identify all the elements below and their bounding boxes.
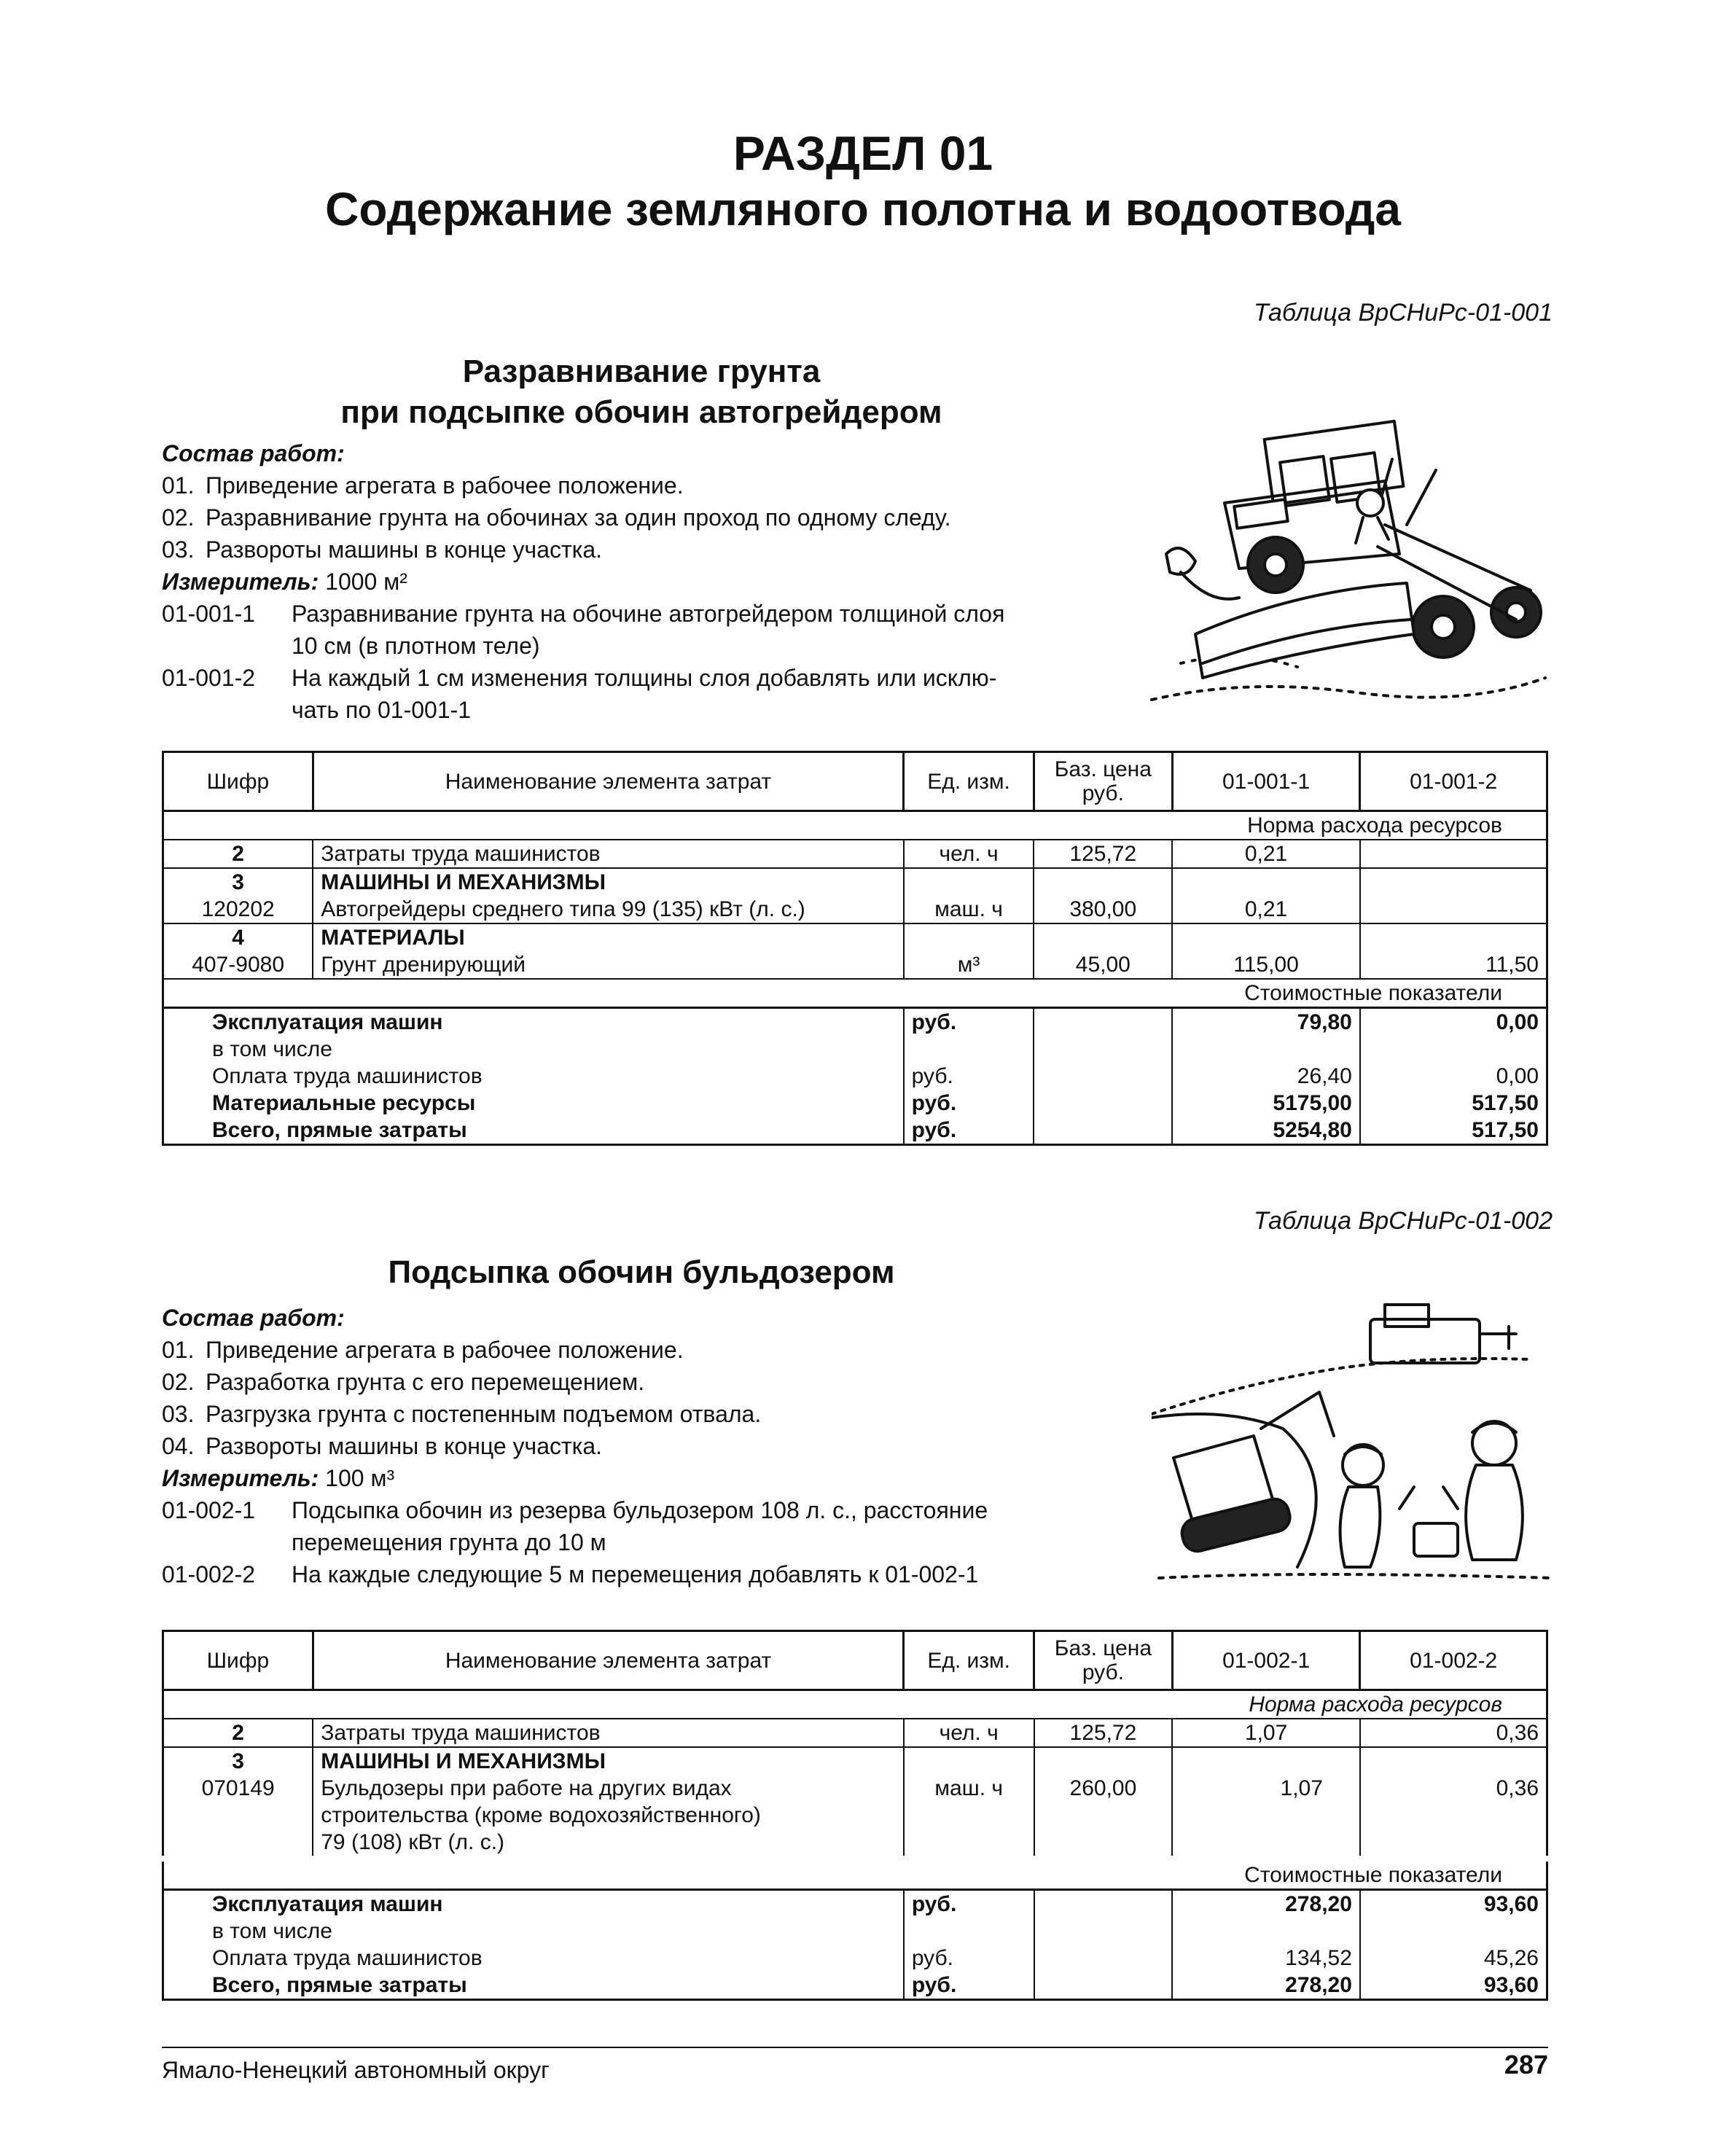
meter-value: 1000 м²	[325, 569, 407, 595]
column-header-norm-1: 01-002-1	[1172, 1631, 1360, 1690]
row-code: 3	[232, 1749, 244, 1773]
row-code: 407-9080	[163, 951, 313, 979]
cost-unit: руб.	[904, 1117, 1034, 1145]
work-item-number: 03.	[162, 536, 195, 563]
work-item-text: Развороты машины в конце участка.	[206, 1433, 603, 1459]
work-item-number: 03.	[162, 1401, 195, 1427]
row-unit: чел. ч	[904, 840, 1034, 868]
price-header-line: руб.	[1082, 781, 1124, 805]
cost-row	[163, 1117, 1547, 1145]
column-header-unit: Ед. изм.	[904, 752, 1034, 811]
norm-label: Норма расхода ресурсов	[163, 811, 1547, 840]
meter-label: Измеритель:	[162, 1465, 319, 1491]
row-value-1: 0,21	[1172, 840, 1360, 868]
block-title-line: Разравнивание грунта	[462, 354, 821, 389]
cost-row	[163, 1008, 1547, 1036]
code-text-line: На каждый 1 см изменения толщины слоя добавлять или исклю-	[292, 665, 997, 691]
row-code: 3	[232, 870, 244, 894]
cost-value-2: 45,26	[1360, 1945, 1547, 1972]
row-name: Затраты труда машинистов	[313, 840, 903, 868]
row-code: 2	[163, 1719, 313, 1747]
cost-value-2: 0,00	[1360, 1063, 1547, 1090]
price-header-line: руб.	[1082, 1660, 1125, 1684]
work-item-number: 01.	[162, 472, 195, 499]
cost-value-1: 134,52	[1172, 1945, 1360, 1972]
row-code: 4	[232, 926, 244, 950]
block-title-line: Подсыпка обочин бульдозером	[388, 1254, 895, 1290]
cost-name: Материальные ресурсы	[212, 1091, 476, 1115]
cost-unit: руб.	[904, 1090, 1034, 1117]
cost-unit: руб.	[904, 1890, 1034, 1918]
cost-unit: руб.	[904, 1063, 1034, 1090]
meter-label: Измеритель:	[162, 569, 319, 595]
row-unit: м³	[904, 951, 1034, 979]
norm-band	[163, 1690, 1547, 1719]
section-title: Содержание земляного полотна и водоотвода	[325, 183, 1401, 235]
cost-name: Всего, прямые затраты	[212, 1118, 467, 1142]
work-item	[162, 469, 1153, 501]
meter-value: 100 м³	[325, 1465, 395, 1491]
row-value-1: 0,21	[1172, 896, 1360, 923]
work-item-number: 01.	[162, 1337, 195, 1363]
cost-value-1: 26,40	[1172, 1063, 1360, 1090]
code-description	[162, 1494, 1153, 1558]
cost-value-1: 79,80	[1172, 1008, 1360, 1036]
cost-value-1: 5175,00	[1172, 1090, 1360, 1117]
cost-row	[163, 1090, 1547, 1117]
cost-row	[163, 1945, 1547, 1972]
column-header-price	[1034, 752, 1172, 811]
work-composition-label: Состав работ:	[162, 440, 345, 466]
row-name-line: 79 (108) кВт (л. с.)	[321, 1830, 505, 1854]
code-text-line: чать по 01-001-1	[292, 697, 472, 723]
cost-row	[163, 1890, 1547, 1918]
cost-value-1: 278,20	[1172, 1972, 1360, 2000]
table-row	[163, 1747, 1547, 1775]
row-price: 380,00	[1034, 896, 1172, 923]
cost-subtitle: в том числе	[212, 1037, 332, 1061]
row-unit: маш. ч	[904, 896, 1034, 923]
table-row	[163, 923, 1547, 951]
work-item-text: Приведение агрегата в рабочее положение.	[206, 1337, 684, 1363]
table-id: Таблица ВрСНиРс-01-001	[1253, 299, 1553, 327]
work-composition-label: Состав работ:	[162, 1305, 345, 1331]
cost-row	[163, 1063, 1547, 1090]
work-item-text: Разгрузка грунта с постепенным подъемом отвала.	[206, 1401, 762, 1427]
cost-name: Эксплуатация машин	[212, 1010, 443, 1034]
code-description	[162, 662, 1153, 726]
work-item-text: Разравнивание грунта на обочинах за один проход по одному следу.	[206, 504, 951, 531]
cost-unit: руб.	[904, 1008, 1034, 1036]
table-row	[163, 896, 1547, 923]
cost-unit: руб.	[904, 1972, 1034, 2000]
column-header-norm-2: 01-002-2	[1360, 1631, 1547, 1690]
cost-row	[163, 1918, 1547, 1945]
row-value-2	[1360, 840, 1547, 868]
row-value-2: 11,50	[1360, 951, 1547, 979]
row-name: Грунт дренирующий	[313, 951, 903, 979]
column-header-unit: Ед. изм.	[904, 1631, 1034, 1690]
work-item-number: 02.	[162, 504, 195, 531]
table-row	[163, 1719, 1547, 1747]
cost-label: Стоимостные показатели	[163, 1859, 1547, 1890]
work-item-number: 02.	[162, 1369, 195, 1395]
row-name-line: Бульдозеры при работе на других видах	[321, 1776, 732, 1800]
work-description	[162, 437, 1153, 726]
row-name	[313, 1775, 904, 1859]
row-value-1: 1,07	[1172, 1775, 1360, 1859]
row-price: 125,72	[1034, 840, 1172, 868]
work-item-text: Разработка грунта с его перемещением.	[206, 1369, 645, 1395]
price-header-line: Баз. цена	[1054, 1636, 1152, 1660]
work-item	[162, 1430, 1153, 1462]
row-name: Затраты труда машинистов	[313, 1719, 904, 1747]
cost-value-1: 5254,80	[1172, 1117, 1360, 1145]
row-value-1: 115,00	[1172, 951, 1360, 979]
code-text-line: Разравнивание грунта на обочине автогрейдером толщиной слоя	[292, 601, 1005, 627]
work-item-number: 04.	[162, 1433, 195, 1459]
column-header-norm-2: 01-001-2	[1360, 752, 1547, 811]
cost-row	[163, 1972, 1547, 2000]
row-code: 120202	[163, 896, 313, 923]
block-title	[219, 351, 1064, 433]
row-price: 125,72	[1034, 1719, 1173, 1747]
row-name: МАТЕРИАЛЫ	[313, 923, 903, 951]
cost-value-2: 517,50	[1360, 1090, 1547, 1117]
cost-band	[163, 1859, 1547, 1890]
code-text-line: перемещения грунта до 10 м	[292, 1529, 606, 1555]
row-value-2: 0,36	[1360, 1719, 1547, 1747]
row-value-1: 1,07	[1172, 1719, 1360, 1747]
column-header-cipher: Шифр	[163, 1631, 313, 1690]
table-id: Таблица ВрСНиРс-01-002	[1253, 1207, 1553, 1235]
work-item	[162, 534, 1153, 566]
code-number: 01-002-2	[162, 1561, 256, 1587]
table-row	[163, 840, 1547, 868]
code-text-line: На каждые следующие 5 м перемещения добавлять к 01-002-1	[292, 1561, 979, 1587]
column-header-cipher: Шифр	[163, 752, 313, 811]
row-name: МАШИНЫ И МЕХАНИЗМЫ	[313, 1747, 904, 1775]
block-title	[219, 1252, 1064, 1293]
norm-band	[163, 811, 1547, 840]
work-description	[162, 1302, 1153, 1590]
cost-row	[163, 1036, 1547, 1063]
meter	[162, 1462, 1153, 1494]
norm-label: Норма расхода ресурсов	[163, 1690, 1547, 1719]
cost-label: Стоимостные показатели	[163, 979, 1547, 1008]
motor-grader-illustration	[1137, 415, 1553, 722]
work-item	[162, 1366, 1153, 1398]
row-unit: маш. ч	[904, 1775, 1034, 1859]
cost-value-2: 93,60	[1360, 1890, 1547, 1918]
row-name: Автогрейдеры среднего типа 99 (135) кВт (л. с.)	[313, 896, 903, 923]
row-price: 45,00	[1034, 951, 1172, 979]
row-value-2	[1360, 896, 1547, 923]
price-header-line: Баз. цена	[1054, 757, 1152, 781]
cost-band	[163, 979, 1547, 1008]
code-text-line: 10 см (в плотном теле)	[292, 633, 540, 659]
footer-divider	[162, 2047, 1548, 2048]
resource-table	[162, 1630, 1548, 2001]
cost-unit: руб.	[904, 1945, 1034, 1972]
page-number: 287	[1504, 2050, 1548, 2079]
cost-name: Всего, прямые затраты	[212, 1973, 467, 1997]
code-number: 01-001-1	[162, 601, 256, 627]
column-header-name: Наименование элемента затрат	[313, 752, 903, 811]
work-item	[162, 1398, 1153, 1430]
code-number: 01-002-1	[162, 1497, 256, 1523]
code-text-line: Подсыпка обочин из резерва бульдозером 108 л. с., расстояние	[292, 1497, 988, 1523]
work-item-text: Развороты машины в конце участка.	[206, 536, 603, 563]
cost-name: Оплата труда машинистов	[212, 1946, 483, 1970]
code-description	[162, 1558, 1153, 1590]
bulldozer-illustration	[1152, 1290, 1560, 1596]
meter	[162, 566, 1153, 598]
row-unit: чел. ч	[904, 1719, 1034, 1747]
column-header-name: Наименование элемента затрат	[313, 1631, 904, 1690]
row-price: 260,00	[1034, 1775, 1173, 1859]
row-code: 070149	[163, 1775, 313, 1859]
resource-table	[162, 751, 1548, 1146]
column-header-price	[1034, 1631, 1173, 1690]
cost-value-2: 0,00	[1360, 1008, 1547, 1036]
row-name-line: строительства (кроме водохозяйственного)	[321, 1803, 761, 1827]
work-item-text: Приведение агрегата в рабочее положение.	[206, 472, 684, 499]
table-row	[163, 951, 1547, 979]
cost-name: Оплата труда машинистов	[212, 1064, 483, 1088]
work-item	[162, 1334, 1153, 1366]
cost-name: Эксплуатация машин	[212, 1892, 443, 1916]
footer-region: Ямало-Ненецкий автономный округ	[162, 2057, 550, 2083]
column-header-norm-1: 01-001-1	[1172, 752, 1360, 811]
cost-value-1: 278,20	[1172, 1890, 1360, 1918]
row-name: МАШИНЫ И МЕХАНИЗМЫ	[313, 868, 903, 896]
table-row	[163, 868, 1547, 896]
work-item	[162, 501, 1153, 534]
cost-value-2: 93,60	[1360, 1972, 1547, 2000]
table-row	[163, 1775, 1547, 1859]
code-number: 01-001-2	[162, 665, 256, 691]
cost-value-2: 517,50	[1360, 1117, 1547, 1145]
row-value-2: 0,36	[1360, 1775, 1547, 1859]
code-description	[162, 598, 1153, 662]
section-number: РАЗДЕЛ 01	[733, 126, 993, 180]
cost-subtitle: в том числе	[212, 1919, 332, 1943]
row-code: 2	[163, 840, 313, 868]
block-title-line: при подсыпке обочин автогрейдером	[340, 394, 942, 430]
